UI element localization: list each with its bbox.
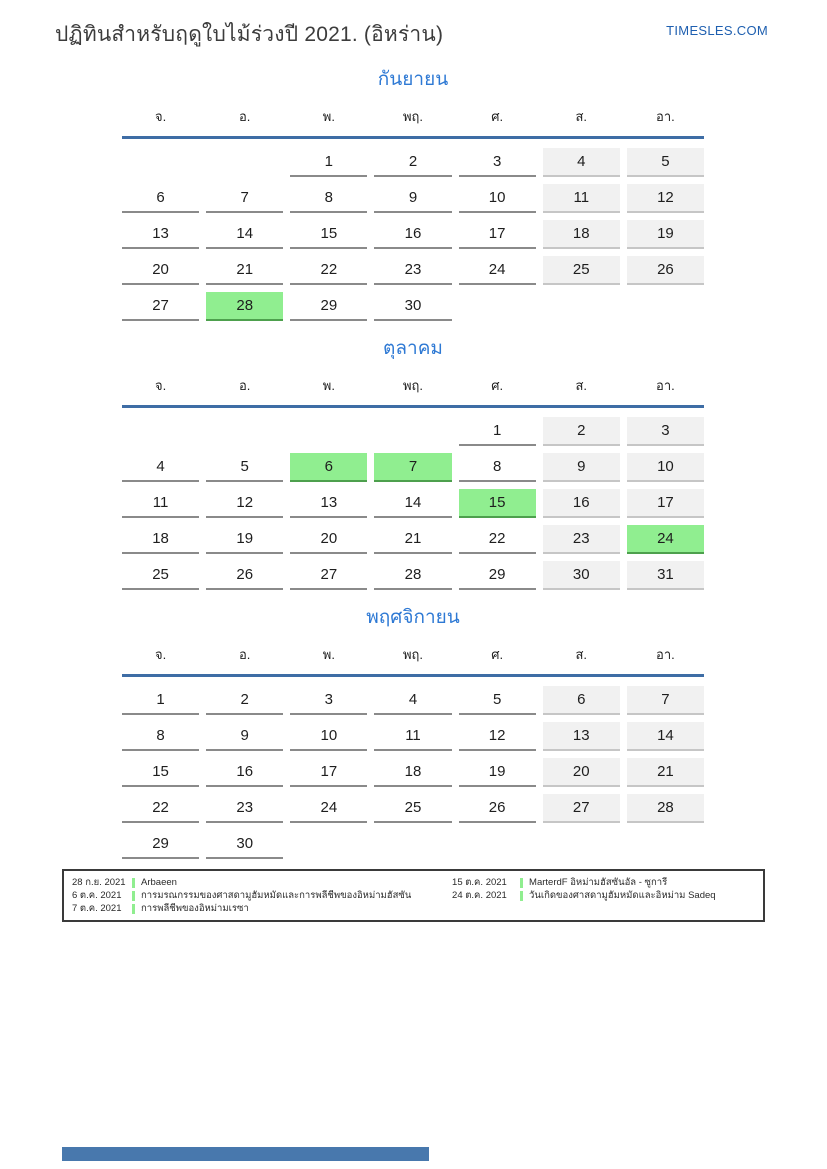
day-cell: 12 — [627, 184, 704, 213]
legend-event-label: Arbaeen — [141, 877, 177, 888]
day-cell: 21 — [206, 256, 283, 285]
weekday-label: ส. — [575, 378, 588, 393]
day-cell: 18 — [374, 758, 451, 787]
day-cell: 4 — [543, 148, 620, 177]
day-cell: 10 — [627, 453, 704, 482]
weekday-label: พฤ. — [402, 109, 424, 124]
day-cell: 5 — [459, 686, 536, 715]
empty-cell — [627, 292, 704, 321]
weekday-label: จ. — [154, 378, 167, 393]
day-cell: 27 — [290, 561, 367, 590]
legend-event-label: การมรณกรรมของศาสดามูฮัมหมัดและการพลีชีพของอิหม่ามฮัสซัน — [141, 890, 412, 901]
day-cell: 4 — [374, 686, 451, 715]
legend-event-label: วันเกิดของศาสดามูฮัมหมัดและอิหม่าม Sadeq — [529, 890, 716, 901]
page-title: ปฏิทินสำหรับฤดูใบไม้ร่วงปี 2021. (อิหร่าน) — [55, 23, 444, 46]
month-title: ตุลาคม — [383, 338, 443, 359]
weekday-label: พ. — [322, 378, 335, 393]
day-cell: 3 — [290, 686, 367, 715]
day-cell: 28 — [627, 794, 704, 823]
day-cell: 4 — [122, 453, 199, 482]
day-cell: 16 — [374, 220, 451, 249]
day-cell: 1 — [290, 148, 367, 177]
day-cell: 11 — [122, 489, 199, 518]
legend-color-bar — [132, 878, 135, 888]
empty-cell — [206, 148, 283, 177]
weekday-label: อา. — [656, 647, 675, 662]
day-cell: 29 — [290, 292, 367, 321]
legend-date: 24 ต.ค. 2021 — [452, 890, 507, 901]
weekday-label: อา. — [656, 378, 675, 393]
day-cell-highlighted: 28 — [206, 292, 283, 321]
day-cell: 3 — [627, 417, 704, 446]
day-cell: 25 — [122, 561, 199, 590]
month-calendar — [122, 604, 704, 859]
weekday-label: จ. — [154, 647, 167, 662]
day-grid — [122, 148, 704, 321]
legend-color-bar — [132, 891, 135, 901]
weekday-header-row — [122, 375, 704, 405]
empty-cell — [374, 830, 451, 859]
empty-cell — [122, 417, 199, 446]
day-cell: 19 — [459, 758, 536, 787]
day-cell: 23 — [374, 256, 451, 285]
weekday-label: ส. — [575, 647, 588, 662]
header-underline — [122, 405, 704, 408]
page-header — [55, 18, 768, 51]
weekday-label: ส. — [575, 109, 588, 124]
weekday-header-row — [122, 644, 704, 674]
day-cell: 25 — [543, 256, 620, 285]
day-cell: 30 — [374, 292, 451, 321]
day-cell: 13 — [122, 220, 199, 249]
day-cell: 13 — [290, 489, 367, 518]
day-cell: 12 — [459, 722, 536, 751]
header-underline — [122, 674, 704, 677]
site-link[interactable]: TIMESLES.COM — [666, 23, 768, 38]
day-cell: 7 — [206, 184, 283, 213]
legend-entry — [452, 889, 763, 902]
day-grid — [122, 417, 704, 590]
empty-cell — [374, 417, 451, 446]
day-cell: 22 — [290, 256, 367, 285]
empty-cell — [459, 830, 536, 859]
day-cell: 23 — [206, 794, 283, 823]
empty-cell — [627, 830, 704, 859]
month-title: กันยายน — [377, 69, 449, 90]
day-cell: 30 — [206, 830, 283, 859]
day-cell: 31 — [627, 561, 704, 590]
day-cell: 13 — [543, 722, 620, 751]
header-underline — [122, 136, 704, 139]
empty-cell — [290, 417, 367, 446]
day-cell: 15 — [290, 220, 367, 249]
day-cell: 6 — [543, 686, 620, 715]
empty-cell — [543, 830, 620, 859]
weekday-label: ศ. — [491, 109, 504, 124]
day-cell: 21 — [627, 758, 704, 787]
day-cell: 25 — [374, 794, 451, 823]
legend-event-label: การพลีชีพของอิหม่ามเรซา — [141, 903, 249, 914]
legend-color-bar — [132, 904, 135, 914]
empty-cell — [122, 148, 199, 177]
day-cell: 29 — [122, 830, 199, 859]
day-cell-highlighted: 15 — [459, 489, 536, 518]
day-cell-highlighted: 7 — [374, 453, 451, 482]
day-cell: 20 — [290, 525, 367, 554]
day-cell: 27 — [122, 292, 199, 321]
weekday-label: พฤ. — [402, 647, 424, 662]
weekday-label: อ. — [239, 378, 251, 393]
weekday-label: ศ. — [491, 378, 504, 393]
day-cell: 14 — [206, 220, 283, 249]
day-cell: 18 — [122, 525, 199, 554]
day-cell: 24 — [290, 794, 367, 823]
day-cell: 16 — [543, 489, 620, 518]
day-cell: 17 — [459, 220, 536, 249]
legend-event-label: MarterdF อิหม่ามฮัสซันอัล - ซูการี — [529, 877, 668, 888]
day-cell: 9 — [374, 184, 451, 213]
weekday-label: พ. — [322, 647, 335, 662]
day-cell: 16 — [206, 758, 283, 787]
empty-cell — [206, 417, 283, 446]
day-cell: 9 — [543, 453, 620, 482]
day-cell-highlighted: 6 — [290, 453, 367, 482]
day-cell: 26 — [627, 256, 704, 285]
day-cell: 1 — [459, 417, 536, 446]
empty-cell — [459, 292, 536, 321]
weekday-label: ศ. — [491, 647, 504, 662]
day-cell: 2 — [374, 148, 451, 177]
day-cell: 1 — [122, 686, 199, 715]
legend-color-bar — [520, 891, 523, 901]
day-cell: 10 — [459, 184, 536, 213]
weekday-label: พฤ. — [402, 378, 424, 393]
month-calendar — [122, 335, 704, 590]
day-cell: 20 — [122, 256, 199, 285]
day-cell: 27 — [543, 794, 620, 823]
day-cell: 9 — [206, 722, 283, 751]
day-cell: 14 — [627, 722, 704, 751]
day-cell: 8 — [290, 184, 367, 213]
day-cell: 5 — [206, 453, 283, 482]
weekday-label: อ. — [239, 647, 251, 662]
legend-date: 6 ต.ค. 2021 — [72, 890, 122, 901]
day-cell: 19 — [206, 525, 283, 554]
weekday-label: จ. — [154, 109, 167, 124]
day-cell: 28 — [374, 561, 451, 590]
day-cell: 21 — [374, 525, 451, 554]
day-cell: 2 — [206, 686, 283, 715]
day-cell-highlighted: 24 — [627, 525, 704, 554]
events-legend — [62, 869, 765, 922]
day-cell: 30 — [543, 561, 620, 590]
day-cell: 22 — [459, 525, 536, 554]
day-cell: 26 — [459, 794, 536, 823]
day-cell: 11 — [374, 722, 451, 751]
day-cell: 20 — [543, 758, 620, 787]
legend-color-bar — [520, 878, 523, 888]
weekday-label: พ. — [322, 109, 335, 124]
day-cell: 2 — [543, 417, 620, 446]
day-cell: 15 — [122, 758, 199, 787]
day-cell: 23 — [543, 525, 620, 554]
legend-column-right — [452, 876, 763, 920]
day-grid — [122, 686, 704, 859]
day-cell: 10 — [290, 722, 367, 751]
month-calendar — [122, 66, 704, 321]
legend-date: 15 ต.ค. 2021 — [452, 877, 507, 888]
legend-date: 28 ก.ย. 2021 — [72, 877, 126, 888]
day-cell: 8 — [122, 722, 199, 751]
day-cell: 26 — [206, 561, 283, 590]
legend-date: 7 ต.ค. 2021 — [72, 903, 122, 914]
day-cell: 19 — [627, 220, 704, 249]
page-footer-bar — [62, 1147, 429, 1161]
day-cell: 7 — [627, 686, 704, 715]
empty-cell — [290, 830, 367, 859]
day-cell: 17 — [290, 758, 367, 787]
empty-cell — [543, 292, 620, 321]
legend-entry — [72, 902, 452, 915]
weekday-header-row — [122, 106, 704, 136]
day-cell: 5 — [627, 148, 704, 177]
legend-column-left — [72, 876, 452, 920]
day-cell: 11 — [543, 184, 620, 213]
day-cell: 14 — [374, 489, 451, 518]
day-cell: 29 — [459, 561, 536, 590]
day-cell: 18 — [543, 220, 620, 249]
weekday-label: อ. — [239, 109, 251, 124]
day-cell: 12 — [206, 489, 283, 518]
day-cell: 17 — [627, 489, 704, 518]
day-cell: 8 — [459, 453, 536, 482]
day-cell: 24 — [459, 256, 536, 285]
day-cell: 22 — [122, 794, 199, 823]
month-title: พฤศจิกายน — [366, 607, 460, 628]
weekday-label: อา. — [656, 109, 675, 124]
day-cell: 3 — [459, 148, 536, 177]
day-cell: 6 — [122, 184, 199, 213]
